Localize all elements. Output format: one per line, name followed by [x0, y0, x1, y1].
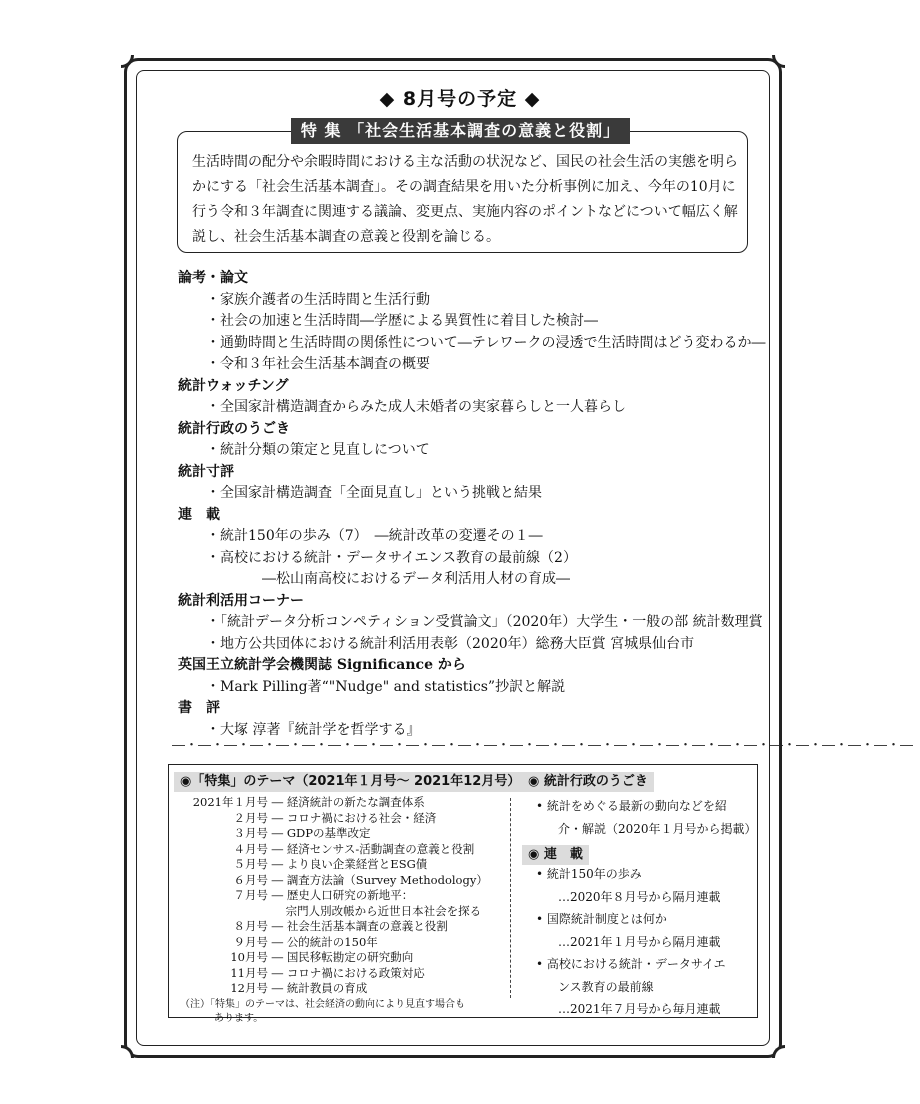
feature-description	[192, 150, 740, 250]
rensai-schedule: …2020年８月号から隔月連載	[558, 889, 721, 904]
section-heading: 連 載	[178, 506, 220, 523]
section-heading: 英国王立統計学会機関誌 Significance から	[178, 657, 466, 673]
article-item: ・統計150年の歩み（7） ―統計改革の変遷その１―	[206, 528, 543, 544]
column-divider	[510, 798, 511, 998]
schedule-row	[180, 935, 510, 951]
schedule-month: 10月号	[230, 950, 268, 964]
schedule-row	[180, 842, 510, 858]
schedule-dash: ―	[271, 888, 284, 902]
rensai-item: • 国際統計制度とは何か	[536, 912, 667, 926]
schedule-theme: 経済統計の新たな調査体系	[286, 795, 425, 809]
rensai-header: ◉ 連 載	[522, 845, 589, 865]
feature-line: 説し、社会生活基本調査の意義と役割を論じる。	[192, 229, 500, 245]
gyosei-header: ◉ 統計行政のうごき	[522, 772, 654, 792]
article-item: ・家族介護者の生活時間と生活行動	[206, 291, 430, 308]
schedule-dash: ―	[271, 826, 284, 840]
schedule-month: 12月号	[230, 981, 268, 995]
page-title: ◆ 8月号の予定 ◆	[379, 88, 541, 110]
schedule-month: 11月号	[230, 965, 268, 980]
schedule-theme: 歴史人口研究の新地平：	[286, 888, 414, 902]
schedule-theme: より良い企業経営とESG債	[286, 857, 428, 871]
schedule-theme: 公的統計の150年	[286, 934, 378, 949]
schedule-dash: ―	[271, 810, 284, 825]
schedule-row	[180, 857, 510, 873]
article-item: ・地方公共団体における統計利活用表彰（2020年）総務大臣賞 宮城県仙台市	[206, 635, 695, 652]
section-heading: 統計寸評	[178, 463, 234, 480]
schedule-theme: コロナ禍における社会・経済	[286, 810, 437, 825]
schedule-theme: 国民移転勘定の研究動向	[286, 950, 414, 964]
dash-dot-divider: ―・―・―・―・―・―・―・―・―・―・―・―・―・―・―・―・―・―・―・―・―・―・―・―・―・―・―・―・―	[172, 738, 913, 753]
article-item: ・社会の加速と生活時間―学歴による異質性に着目した検討―	[206, 313, 598, 329]
section-heading: 論考・論文	[178, 270, 248, 286]
schedule-row	[180, 888, 510, 904]
schedule-month: ７月号	[233, 888, 268, 902]
schedule-dash: ―	[271, 872, 284, 887]
article-item: ・全国家計構造調査からみた成人未婚者の実家暮らしと一人暮らし	[206, 399, 626, 415]
schedule-month: ６月号	[233, 872, 268, 887]
article-item: ・高校における統計・データサイエンス教育の最前線（2）	[206, 549, 577, 566]
schedule-row	[180, 811, 510, 827]
schedule-dash: ―	[271, 919, 284, 933]
article-item: ・通勤時間と生活時間の関係性について―テレワークの浸透で生活時間はどう変わるか―	[206, 334, 766, 351]
gyosei-line: • 統計をめぐる最新の動向などを紹	[536, 799, 727, 813]
schedule-month: ５月号	[233, 857, 268, 871]
article-item: ・Mark Pilling著“"Nudge" and statistics”抄訳と解説	[206, 678, 566, 695]
rensai-schedule: …2021年７月号から毎月連載	[558, 1002, 721, 1016]
schedule-theme: 社会生活基本調査の意義と役割	[286, 919, 448, 933]
schedule-month: 2021年１月号	[192, 795, 268, 809]
schedule-dash: ―	[271, 841, 284, 856]
feature-line: 生活時間の配分や余暇時間における主な活動の状況など、国民の社会生活の実態を明ら	[192, 154, 738, 170]
rensai-list	[536, 863, 756, 1021]
gyosei-line: 介・解説（2020年１月号から掲載）	[558, 821, 757, 836]
section-heading: 統計行政のうごき	[178, 420, 290, 437]
schedule-dash: ―	[271, 981, 284, 995]
schedule-month: ８月号	[233, 919, 268, 933]
schedule-note-cont: あります。	[214, 1012, 264, 1024]
schedule-row	[180, 873, 510, 889]
schedule-row	[180, 966, 510, 982]
schedule-theme: 経済センサス-活動調査の意義と役割	[286, 841, 475, 856]
schedule-row	[180, 919, 510, 935]
feature-line: 行う令和３年調査に関連する議論、変更点、実施内容のポイントなどについて幅広く解	[192, 204, 738, 220]
contents-list	[178, 268, 768, 741]
rensai-schedule: …2021年１月号から隔月連載	[558, 934, 721, 949]
schedule-month: ９月号	[233, 934, 268, 949]
article-item: ・大塚 淳著『統計学を哲学する』	[206, 721, 421, 738]
schedule-list	[180, 795, 510, 1025]
rensai-item-cont: ンス教育の最前線	[558, 979, 654, 994]
schedule-row	[180, 950, 510, 966]
article-item: ・全国家計構造調査「全面見直し」という挑戦と結果	[206, 485, 542, 501]
schedule-dash: ―	[271, 795, 284, 809]
section-heading: 統計ウォッチング	[178, 377, 289, 394]
schedule-row	[180, 904, 510, 920]
article-item: ・統計分類の策定と見直しについて	[206, 442, 430, 458]
feature-label: 特 集 「社会生活基本調査の意義と役割」	[291, 118, 630, 144]
schedule-dash: ―	[271, 950, 284, 964]
feature-line: かにする「社会生活基本調査」。その調査結果を用いた分析事例に加え、今年の10月に	[192, 179, 736, 195]
schedule-header: ◉「特集」のテーマ（2021年１月号～ 2021年12月号）	[174, 772, 526, 792]
schedule-theme: コロナ禍における政策対応	[286, 965, 425, 980]
schedule-row	[180, 826, 510, 842]
schedule-theme: 宗門人別改帳から近世日本社会を探る	[285, 903, 482, 918]
section-heading: 書 評	[178, 700, 220, 716]
schedule-dash: ―	[271, 857, 284, 871]
article-item: ・「統計データ分析コンペティション受賞論文」（2020年）大学生・一般の部 統計数理賞	[206, 614, 763, 630]
schedule-note: （注）「特集」のテーマは、社会経済の動向により見直す場合も	[180, 998, 465, 1010]
schedule-row	[180, 795, 510, 811]
gyosei-text	[536, 795, 756, 840]
schedule-theme: GDPの基準改定	[286, 826, 371, 840]
article-subtitle: ―松山南高校におけるデータ利活用人材の育成―	[262, 571, 570, 587]
schedule-theme: 調査方法論（Survey Methodology）	[286, 872, 488, 887]
schedule-dash: ―	[271, 965, 284, 980]
rensai-item: • 高校における統計・データサイエ	[536, 957, 726, 971]
article-item: ・令和３年社会生活基本調査の概要	[206, 356, 430, 372]
schedule-month: ３月号	[233, 826, 268, 840]
schedule-month: ２月号	[233, 810, 268, 825]
section-heading: 統計利活用コーナー	[178, 592, 304, 609]
schedule-dash: ―	[271, 934, 284, 949]
rensai-item: • 統計150年の歩み	[536, 867, 642, 881]
schedule-row	[180, 981, 510, 997]
schedule-theme: 統計教員の育成	[286, 981, 368, 995]
schedule-month: ４月号	[233, 841, 268, 856]
